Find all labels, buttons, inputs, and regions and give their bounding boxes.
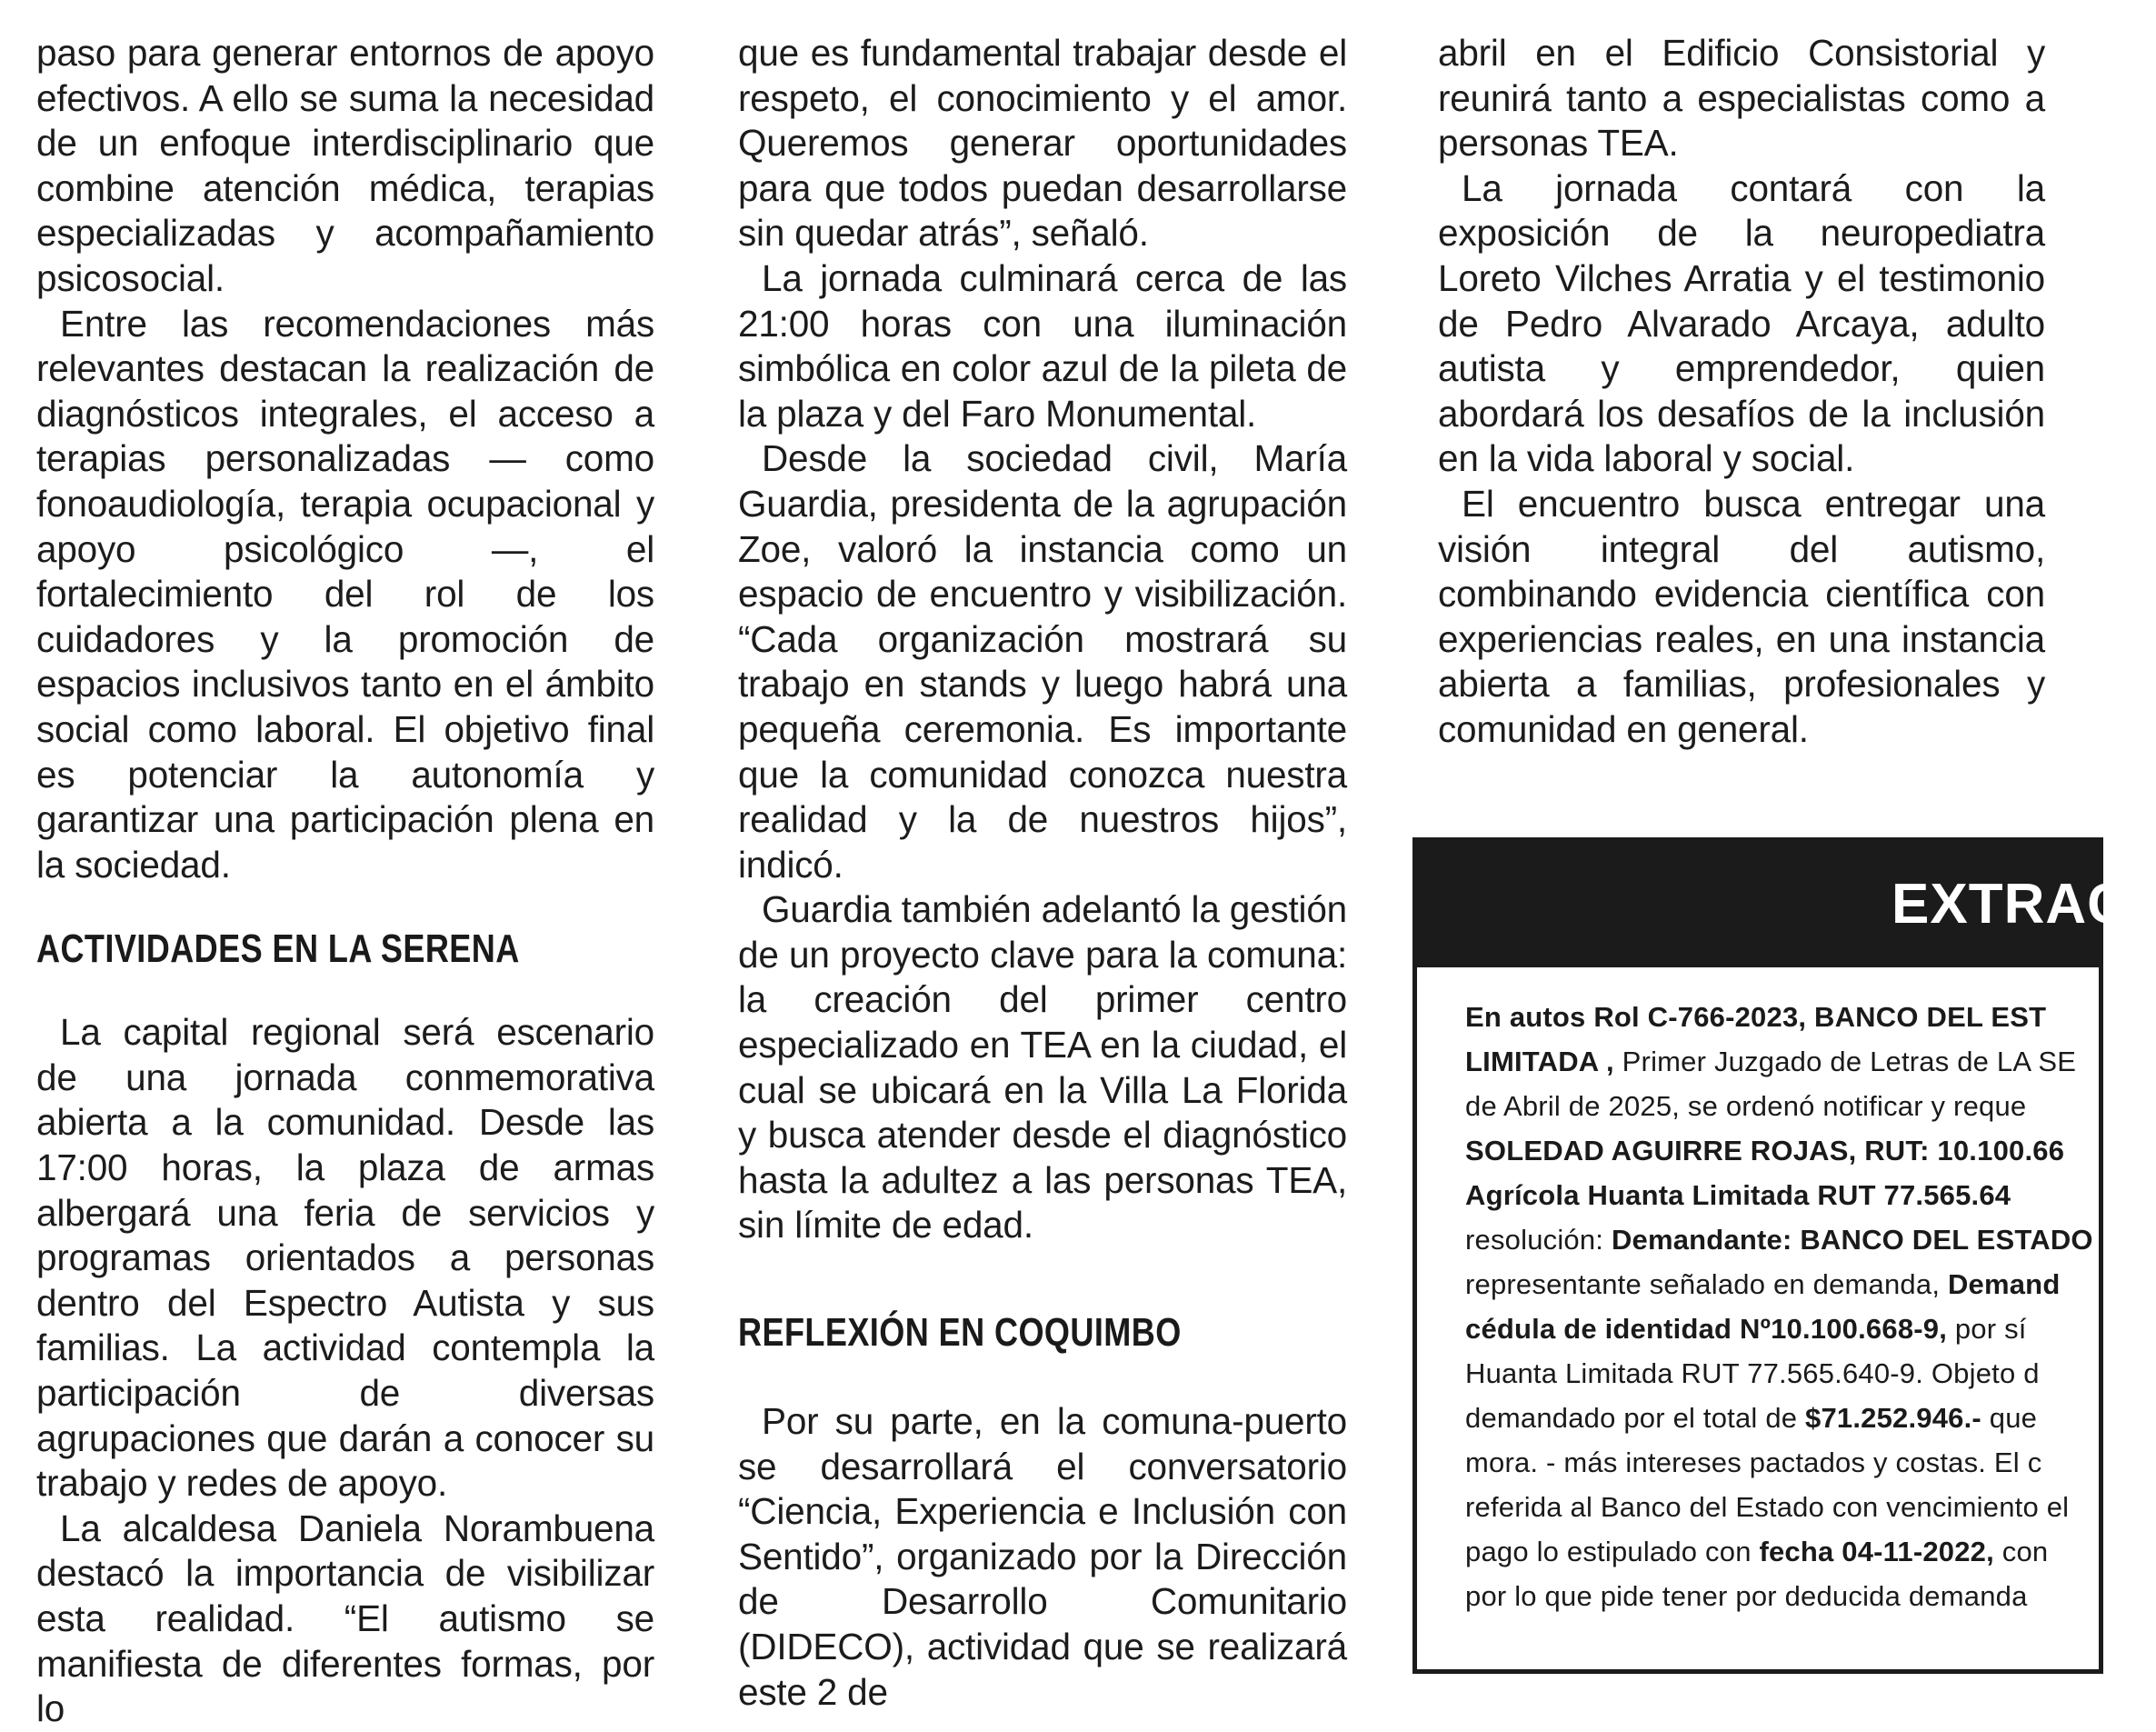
article-column-3 [1438,31,2045,753]
legal-extract-box [1412,837,2129,1674]
extract-bold-text: cédula de identidad Nº10.100.668-9, [1465,1313,1948,1345]
paragraph: paso para generar entornos de apoyo efectivos. A ello se suma la necesidad de un enfoque interdisciplinario que combine atención médica, terapias especializadas y acompañamiento psicosocial. [36,32,654,299]
extract-text: que [1981,1402,2038,1434]
extract-bold-text: En autos Rol C-766-2023, BANCO DEL EST [1465,1001,2047,1033]
paragraph: La alcaldesa Daniela Norambuena destacó la importancia de visibilizar esta realidad. “El autismo se manifiesta de diferentes formas, por lo [36,1507,654,1730]
paragraph: La capital regional será escenario de una jornada conmemorativa abierta a la comunidad. Desde las 17:00 horas, la plaza de armas albergará una feria de servicios y programas orientados a personas dentro del Espectro Autista y sus familias. La actividad contempla la participación de diversas agrupaciones que darán a conocer su trabajo y redes de apoyo. [36,1011,654,1505]
extract-bold-text: Demandante: BANCO DEL ESTADO [1611,1224,2093,1256]
extract-line [1465,1217,2156,1262]
extract-text: de Abril de 2025, se ordenó notificar y reque [1465,1090,2027,1122]
paragraph: Entre las recomendaciones más relevantes destacan la realización de diagnósticos integrales, el acceso a terapias personalizadas — como fonoaudiología, terapia ocupacional y apoyo psicológico —, el fortalecimiento del rol de los cuidadores y la promoción de espacios inclusivos tanto en el ámbito social como laboral. El objetivo final es potenciar la autonomía y garantizar una participación plena en la sociedad. [36,302,654,886]
extract-line [1465,1039,2156,1084]
extract-text: mora. - más intereses pactados y costas. El c [1465,1447,2042,1478]
extract-line [1465,1307,2156,1351]
extract-bold-text: LIMITADA , [1465,1046,1614,1077]
extract-text: por sí [1947,1313,2027,1345]
extract-line [1465,1574,2156,1618]
extract-line [1465,1262,2156,1307]
extract-text: pago lo estipulado con [1465,1536,1760,1567]
paragraph: Guardia también adelantó la gestión de un proyecto clave para la comuna: la creación del primer centro especializado en TEA en la ciudad, el cual se ubicará en la Villa La Florida y busca atender desde el diagnóstico hasta la adultez a las personas TEA, sin límite de edad. [738,888,1347,1246]
paragraph: abril en el Edificio Consistorial y reunirá tanto a especialistas como a personas TEA. [1438,32,2045,165]
extract-bold-text: SOLEDAD AGUIRRE ROJAS, RUT: 10.100.66 [1465,1135,2065,1166]
extract-text: Huanta Limitada RUT 77.565.640-9. Objeto d [1465,1357,2040,1389]
section-heading: REFLEXIÓN EN COQUIMBO [738,1310,1182,1356]
paragraph: El encuentro busca entregar una visión integral del autismo, combinando evidencia científica con experiencias reales, en una instancia abierta a familias, profesionales y comunidad en general. [1438,482,2045,750]
extract-text: referida al Banco del Estado con vencimiento el [1465,1491,2070,1523]
extract-title: EXTRAC [1417,842,2099,967]
extract-line [1465,1084,2156,1128]
extract-text: representante señalado en demanda, [1465,1268,1948,1300]
extract-bold-text: Agrícola Huanta Limitada RUT 77.565.64 [1465,1179,2011,1211]
extract-bold-text: Demand [1947,1268,2061,1300]
extract-line [1465,1440,2156,1485]
extract-line [1465,1173,2156,1217]
extract-text: demandado por el total de [1465,1402,1806,1434]
extract-bold-text: fecha 04-11-2022, [1759,1536,1994,1567]
paragraph: La jornada contará con la exposición de la neuropediatra Loreto Vilches Arratia y el testimonio de Pedro Alvarado Arcaya, adulto autista y emprendedor, quien abordará los desafíos de la inclusión en la vida laboral y social. [1438,166,2045,480]
extract-text: con [1993,1536,2049,1567]
paragraph: Desde la sociedad civil, María Guardia, presidenta de la agrupación Zoe, valoró la instancia como un espacio de encuentro y visibilización. “Cada organización mostrará su trabajo en stands y luego habrá una pequeña ceremonia. Es importante que la comunidad conozca nuestra realidad y la de nuestros hijos”, indicó. [738,437,1347,886]
article-column-2 [738,31,1347,1715]
paragraph: Por su parte, en la comuna-puerto se desarrollará el conversatorio “Ciencia, Experiencia e Inclusión con Sentido”, organizado por la Dirección de Desarrollo Comunitario (DIDECO), actividad que se realizará este 2 de [738,1400,1347,1713]
extract-line [1465,1128,2156,1173]
extract-line [1465,1529,2156,1574]
extract-line [1465,1396,2156,1440]
extract-text: Primer Juzgado de Letras de LA SE [1613,1046,2077,1077]
extract-bold-text: $71.252.946.- [1805,1402,1981,1434]
extract-line [1465,1485,2156,1529]
paragraph: La jornada culminará cerca de las 21:00 horas con una iluminación simbólica en color azul de la pileta de la plaza y del Faro Monumental. [738,256,1347,435]
paragraph: que es fundamental trabajar desde el respeto, el conocimiento y el amor. Queremos generar oportunidades para que todos puedan desarrollarse sin quedar atrás”, señaló. [738,32,1347,255]
article-column-1 [36,31,654,1732]
extract-text: por lo que pide tener por deducida demanda [1465,1580,2028,1612]
extract-body [1465,995,2156,1618]
extract-text: resolución: [1465,1224,1612,1256]
section-heading: ACTIVIDADES EN LA SERENA [36,926,520,972]
extract-line [1465,1351,2156,1396]
extract-line [1465,995,2156,1039]
